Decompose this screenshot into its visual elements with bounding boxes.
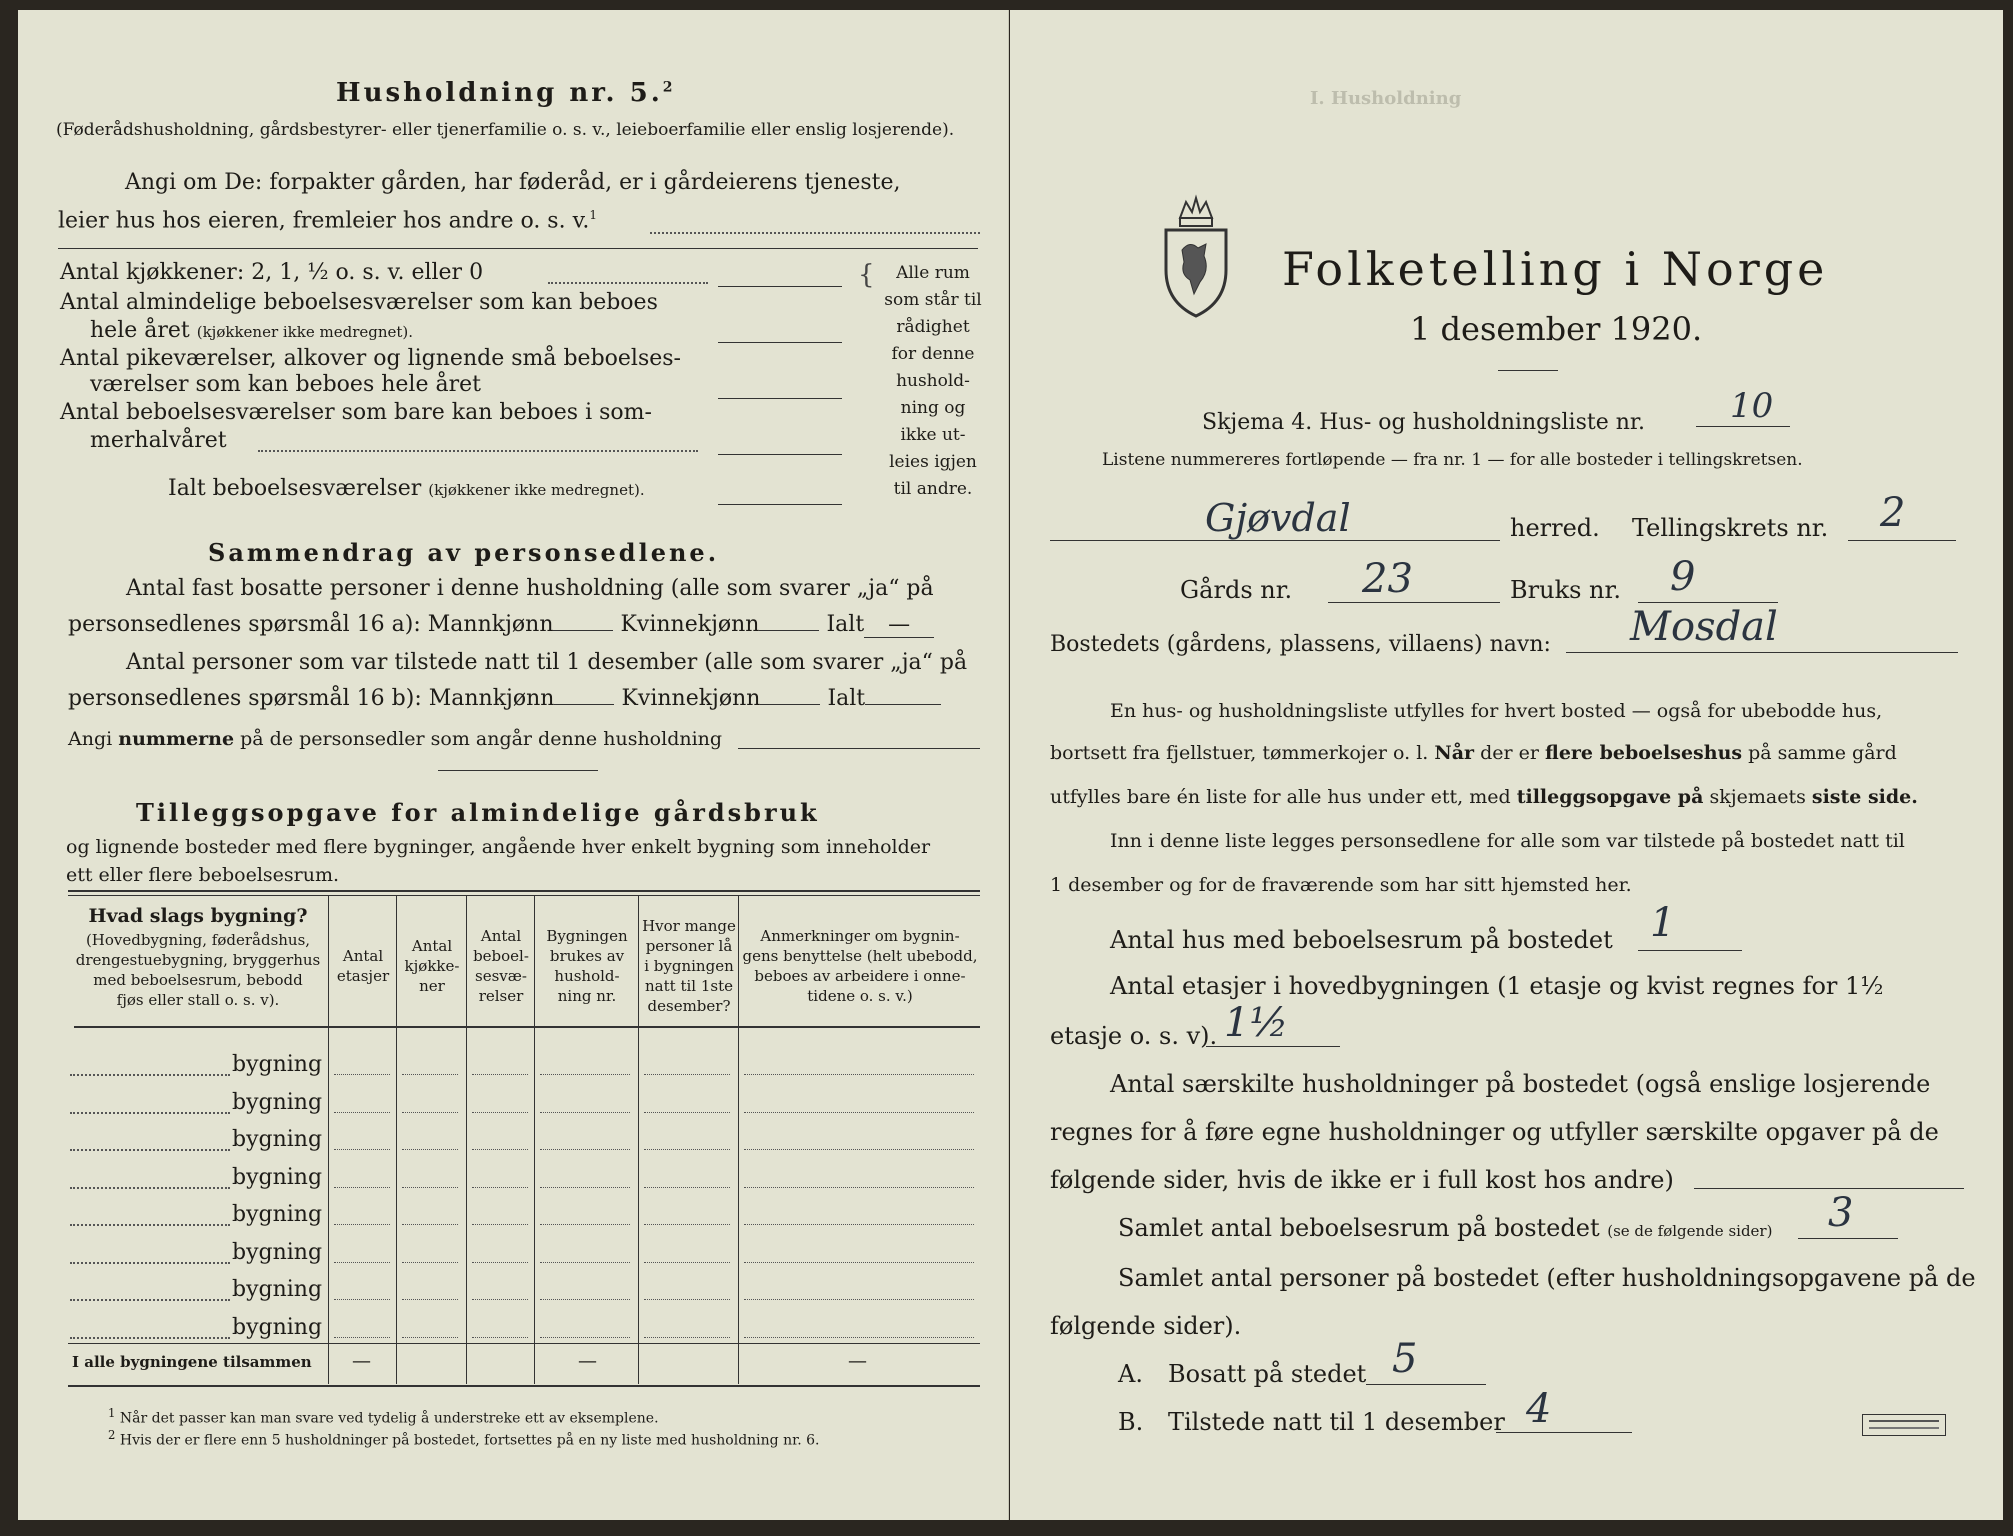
- row-leader: [70, 1187, 230, 1189]
- col-building-type-header: Hvad slags bygning? (Hovedbygning, føderådshus, drengestuebygning, bryggerhus med beboelsesrum, bebodd fjøs eller stall o. s. v).: [75, 905, 321, 1009]
- footnote-2: $^2$ Hvis der er flere enn 5 husholdninger på bostedet, fortsettes på en ny liste med husholdning nr. 6.: [108, 1428, 820, 1449]
- gards-value: 23: [1362, 556, 1413, 602]
- row-cell-leader: [334, 1337, 390, 1338]
- ialt-label: Ialt beboelsesværelser (kjøkkener ikke medregnet).: [168, 476, 645, 501]
- sammendrag-p1-l1: Antal fast bosatte personer i denne husholdning (alle som svarer „ja“ på: [126, 576, 934, 601]
- row-cell-leader: [472, 1149, 528, 1150]
- angi-line1: Angi om De: forpakter gården, har føderåd, er i gårdeierens tjeneste,: [125, 170, 901, 195]
- row-cell-leader: [644, 1187, 730, 1188]
- pike-answer-line: [718, 398, 842, 399]
- herred-value: Gjøvdal: [1205, 496, 1351, 540]
- instr-3: utfylles bare én liste for alle hus under ett, med tilleggsopgave på skjemaets siste side.: [1050, 786, 1918, 808]
- alm-answer-line: [718, 342, 842, 343]
- gards-label: Gårds nr.: [1180, 576, 1293, 604]
- a-label: A.: [1118, 1360, 1143, 1388]
- a-text: Bosatt på stedet: [1168, 1360, 1367, 1388]
- listene-note: Listene nummereres fortløpende — fra nr. 1 — for alle bosteder i tellingskretsen.: [1102, 450, 1803, 470]
- left-page: [18, 10, 1008, 1520]
- row-label: bygning: [232, 1202, 323, 1227]
- total-anmerkninger: —: [848, 1350, 867, 1372]
- sommer-label-1: Antal beboelsesværelser som bare kan beboes i som-: [60, 400, 652, 425]
- row-cell-leader: [472, 1187, 528, 1188]
- row-cell-leader: [540, 1224, 630, 1225]
- faint-header: I. Husholdning: [1310, 88, 1462, 109]
- footnote-1: $^1$ Når det passer kan man svare ved tydelig å understreke ett av eksemplene.: [108, 1406, 659, 1427]
- pike-label-2: værelser som kan beboes hele året: [90, 372, 481, 397]
- row-cell-leader: [472, 1337, 528, 1338]
- col-personer-header: Hvor mange personer lå i bygningen natt til 1ste desember?: [642, 917, 736, 1015]
- row-cell-leader: [402, 1074, 458, 1075]
- coat-of-arms-icon: [1160, 190, 1232, 320]
- form-date: 1 desember 1920.: [1410, 310, 1703, 348]
- q-pers-2: følgende sider).: [1050, 1312, 1242, 1340]
- row-cell-leader: [402, 1299, 458, 1300]
- row-cell-leader: [334, 1262, 390, 1263]
- row-cell-leader: [744, 1112, 974, 1113]
- kjokkener-label: Antal kjøkkener: 2, 1, ½ o. s. v. eller 0: [60, 260, 484, 285]
- angi-line2: leier hus hos eieren, fremleier hos andre o. s. v.$^1$: [58, 208, 598, 234]
- sommer-leader: [258, 450, 698, 452]
- intro-paren: (Føderådshusholdning, gårdsbestyrer- eller tjenerfamilie o. s. v., leieboerfamilie eller enslig losjerende).: [56, 120, 955, 140]
- row-cell-leader: [540, 1299, 630, 1300]
- b-label: B.: [1118, 1408, 1144, 1436]
- q-rum-line: [1798, 1238, 1898, 1239]
- tillegg-title: Tilleggsopgave for almindelige gårdsbruk: [136, 798, 820, 827]
- angi-nummerne-line: [738, 748, 980, 749]
- bruks-value: 9: [1670, 554, 1696, 600]
- row-cell-leader: [402, 1112, 458, 1113]
- col-etasjer-header: Antal etasjer: [336, 947, 390, 985]
- row-cell-leader: [540, 1337, 630, 1338]
- krets-line: [1848, 540, 1956, 541]
- household-title: Husholdning nr. 5.$^2$: [336, 78, 676, 108]
- sommer-answer-line: [718, 454, 842, 455]
- row-cell-leader: [540, 1112, 630, 1113]
- angi-nummerne: Angi nummerne på de personsedler som angår denne husholdning: [68, 728, 723, 750]
- row-cell-leader: [540, 1074, 630, 1075]
- row-label: bygning: [232, 1240, 323, 1265]
- sammendrag-p1-l2: personsedlenes spørsmål 16 a): Mannkjønn Kvinnekjønn Ialt —: [68, 612, 934, 638]
- pike-label-1: Antal pikeværelser, alkover og lignende små beboelses-: [60, 346, 681, 371]
- q-pers-1: Samlet antal personer på bostedet (efter husholdningsopgavene på de: [1118, 1264, 1976, 1292]
- row-cell-leader: [472, 1112, 528, 1113]
- row-cell-leader: [744, 1074, 974, 1075]
- brace: {: [858, 260, 875, 290]
- row-cell-leader: [540, 1187, 630, 1188]
- sammendrag-p2-l1: Antal personer som var tilstede natt til 1 desember (alle som svarer „ja“ på: [126, 650, 968, 675]
- row-label: bygning: [232, 1277, 323, 1302]
- q-hus-line: [1638, 950, 1742, 951]
- row-cell-leader: [334, 1149, 390, 1150]
- bosted-label: Bostedets (gårdens, plassens, villaens) navn:: [1050, 632, 1551, 657]
- tillegg-sub-1: og lignende bosteder med flere bygninger, angående hver enkelt bygning som inneholder: [66, 836, 931, 858]
- row-cell-leader: [402, 1149, 458, 1150]
- angi-line-leader: [650, 232, 980, 234]
- row-label: bygning: [232, 1165, 323, 1190]
- row-label: bygning: [232, 1127, 323, 1152]
- row-cell-leader: [644, 1224, 730, 1225]
- alm-label-1: Antal almindelige beboelsesværelser som kan beboes: [60, 290, 658, 315]
- row-cell-leader: [644, 1074, 730, 1075]
- col-vaerelser-header: Antal beboel- sesvæ- relser: [473, 927, 529, 1005]
- row-cell-leader: [334, 1187, 390, 1188]
- q-etasjer-2: etasje o. s. v).: [1050, 1022, 1218, 1050]
- q-rum-value: 3: [1828, 1190, 1854, 1236]
- q-hush-1: Antal særskilte husholdninger på bostedet (også enslige losjerende: [1110, 1070, 1931, 1098]
- row-cell-leader: [540, 1262, 630, 1263]
- row-cell-leader: [472, 1224, 528, 1225]
- q-etasjer-1: Antal etasjer i hovedbygningen (1 etasje og kvist regnes for 1½: [1110, 972, 1884, 1000]
- sommer-label-2: merhalvåret: [90, 428, 227, 453]
- instr-5: 1 desember og for de fraværende som har sitt hjemsted her.: [1050, 874, 1632, 896]
- kjokkener-answer-line: [718, 286, 842, 287]
- krets-value: 2: [1880, 490, 1906, 536]
- q-hush-2: regnes for å føre egne husholdninger og utfyller særskilte opgaver på de: [1050, 1118, 1939, 1146]
- a-value: 5: [1392, 1336, 1418, 1382]
- row-cell-leader: [334, 1112, 390, 1113]
- row-label: bygning: [232, 1090, 323, 1115]
- row-label: bygning: [232, 1315, 323, 1340]
- row-cell-leader: [402, 1262, 458, 1263]
- row-cell-leader: [472, 1299, 528, 1300]
- row-cell-leader: [744, 1224, 974, 1225]
- gards-line: [1328, 602, 1500, 603]
- row-cell-leader: [644, 1337, 730, 1338]
- herred-line: [1050, 540, 1500, 541]
- b-line: [1496, 1432, 1632, 1433]
- q-hus-value: 1: [1650, 900, 1676, 946]
- sammendrag-title: Sammendrag av personsedlene.: [208, 538, 720, 567]
- skjema-label: Skjema 4. Hus- og husholdningsliste nr.: [1202, 410, 1645, 435]
- col-anmerkninger-header: Anmerkninger om bygnin- gens benyttelse (helt ubebodd, beboes av arbeidere i onne- tidene o. s. v.): [742, 927, 978, 1005]
- q-etasjer-line: [1206, 1046, 1340, 1047]
- alm-label-2: hele året (kjøkkener ikke medregnet).: [90, 318, 414, 343]
- ialt-answer-line: [718, 504, 842, 505]
- kjokkener-leader: [548, 282, 708, 284]
- col-kjokkener-header: Antal kjøkke- ner: [404, 937, 460, 995]
- short-rule: [438, 770, 598, 771]
- total-etasjer: —: [352, 1350, 371, 1372]
- row-cell-leader: [402, 1337, 458, 1338]
- row-cell-leader: [334, 1074, 390, 1075]
- total-husholdning: —: [578, 1350, 597, 1372]
- row-cell-leader: [334, 1224, 390, 1225]
- row-cell-leader: [334, 1299, 390, 1300]
- right-page: [1010, 10, 2003, 1520]
- herred-label: herred.: [1510, 514, 1600, 542]
- tillegg-sub-2: ett eller flere beboelsesrum.: [66, 864, 340, 886]
- row-leader: [70, 1149, 230, 1151]
- row-cell-leader: [472, 1074, 528, 1075]
- row-cell-leader: [540, 1149, 630, 1150]
- b-text: Tilstede natt til 1 desember: [1168, 1408, 1505, 1436]
- q-etasjer-value: 1½: [1224, 1000, 1289, 1046]
- row-leader: [70, 1224, 230, 1226]
- skjema-value: 10: [1730, 386, 1774, 426]
- row-cell-leader: [644, 1112, 730, 1113]
- row-cell-leader: [644, 1299, 730, 1300]
- krets-label: Tellingskrets nr.: [1632, 514, 1829, 542]
- total-label: I alle bygningene tilsammen: [72, 1353, 312, 1371]
- row-cell-leader: [402, 1224, 458, 1225]
- row-cell-leader: [744, 1187, 974, 1188]
- row-leader: [70, 1299, 230, 1301]
- row-cell-leader: [744, 1262, 974, 1263]
- q-rum-label: Samlet antal beboelsesrum på bostedet (se de følgende sider): [1118, 1214, 1773, 1242]
- divider: [58, 248, 978, 249]
- row-cell-leader: [644, 1149, 730, 1150]
- a-line: [1366, 1384, 1486, 1385]
- title-rule: [1498, 370, 1558, 371]
- row-label: bygning: [232, 1052, 323, 1077]
- row-cell-leader: [744, 1149, 974, 1150]
- instr-4: Inn i denne liste legges personsedlene for alle som var tilstede på bostedet natt til: [1110, 830, 1905, 852]
- printer-stamp: [1862, 1414, 1946, 1436]
- row-cell-leader: [744, 1337, 974, 1338]
- bruks-line: [1638, 602, 1778, 603]
- form-title: Folketelling i Norge: [1282, 242, 1829, 296]
- side-note: Alle rum som står til rådighet for denne hushold- ning og ikke ut- leies igjen til andre.: [884, 263, 982, 499]
- skjema-line: [1696, 426, 1790, 427]
- bruks-label: Bruks nr.: [1510, 576, 1621, 604]
- row-leader: [70, 1112, 230, 1114]
- instr-1: En hus- og husholdningsliste utfylles for hvert bosted — også for ubebodde hus,: [1110, 700, 1883, 722]
- row-leader: [70, 1262, 230, 1264]
- instr-2: bortsett fra fjellstuer, tømmerkojer o. l. Når der er flere beboelseshus på samme gård: [1050, 742, 1897, 764]
- row-cell-leader: [402, 1187, 458, 1188]
- row-cell-leader: [644, 1262, 730, 1263]
- row-cell-leader: [744, 1299, 974, 1300]
- sammendrag-p2-l2: personsedlenes spørsmål 16 b): Mannkjønn Kvinnekjønn Ialt: [68, 686, 941, 711]
- b-value: 4: [1526, 1386, 1552, 1432]
- col-husholdning-header: Bygningen brukes av hushold- ning nr.: [546, 927, 628, 1005]
- bosted-value: Mosdal: [1630, 604, 1778, 650]
- row-leader: [70, 1074, 230, 1076]
- q-hush-3: følgende sider, hvis de ikke er i full kost hos andre): [1050, 1166, 1674, 1194]
- bosted-line: [1566, 652, 1958, 653]
- row-leader: [70, 1337, 230, 1339]
- row-cell-leader: [472, 1262, 528, 1263]
- q-hus-label: Antal hus med beboelsesrum på bostedet: [1110, 926, 1613, 954]
- q-hush-line: [1694, 1188, 1964, 1189]
